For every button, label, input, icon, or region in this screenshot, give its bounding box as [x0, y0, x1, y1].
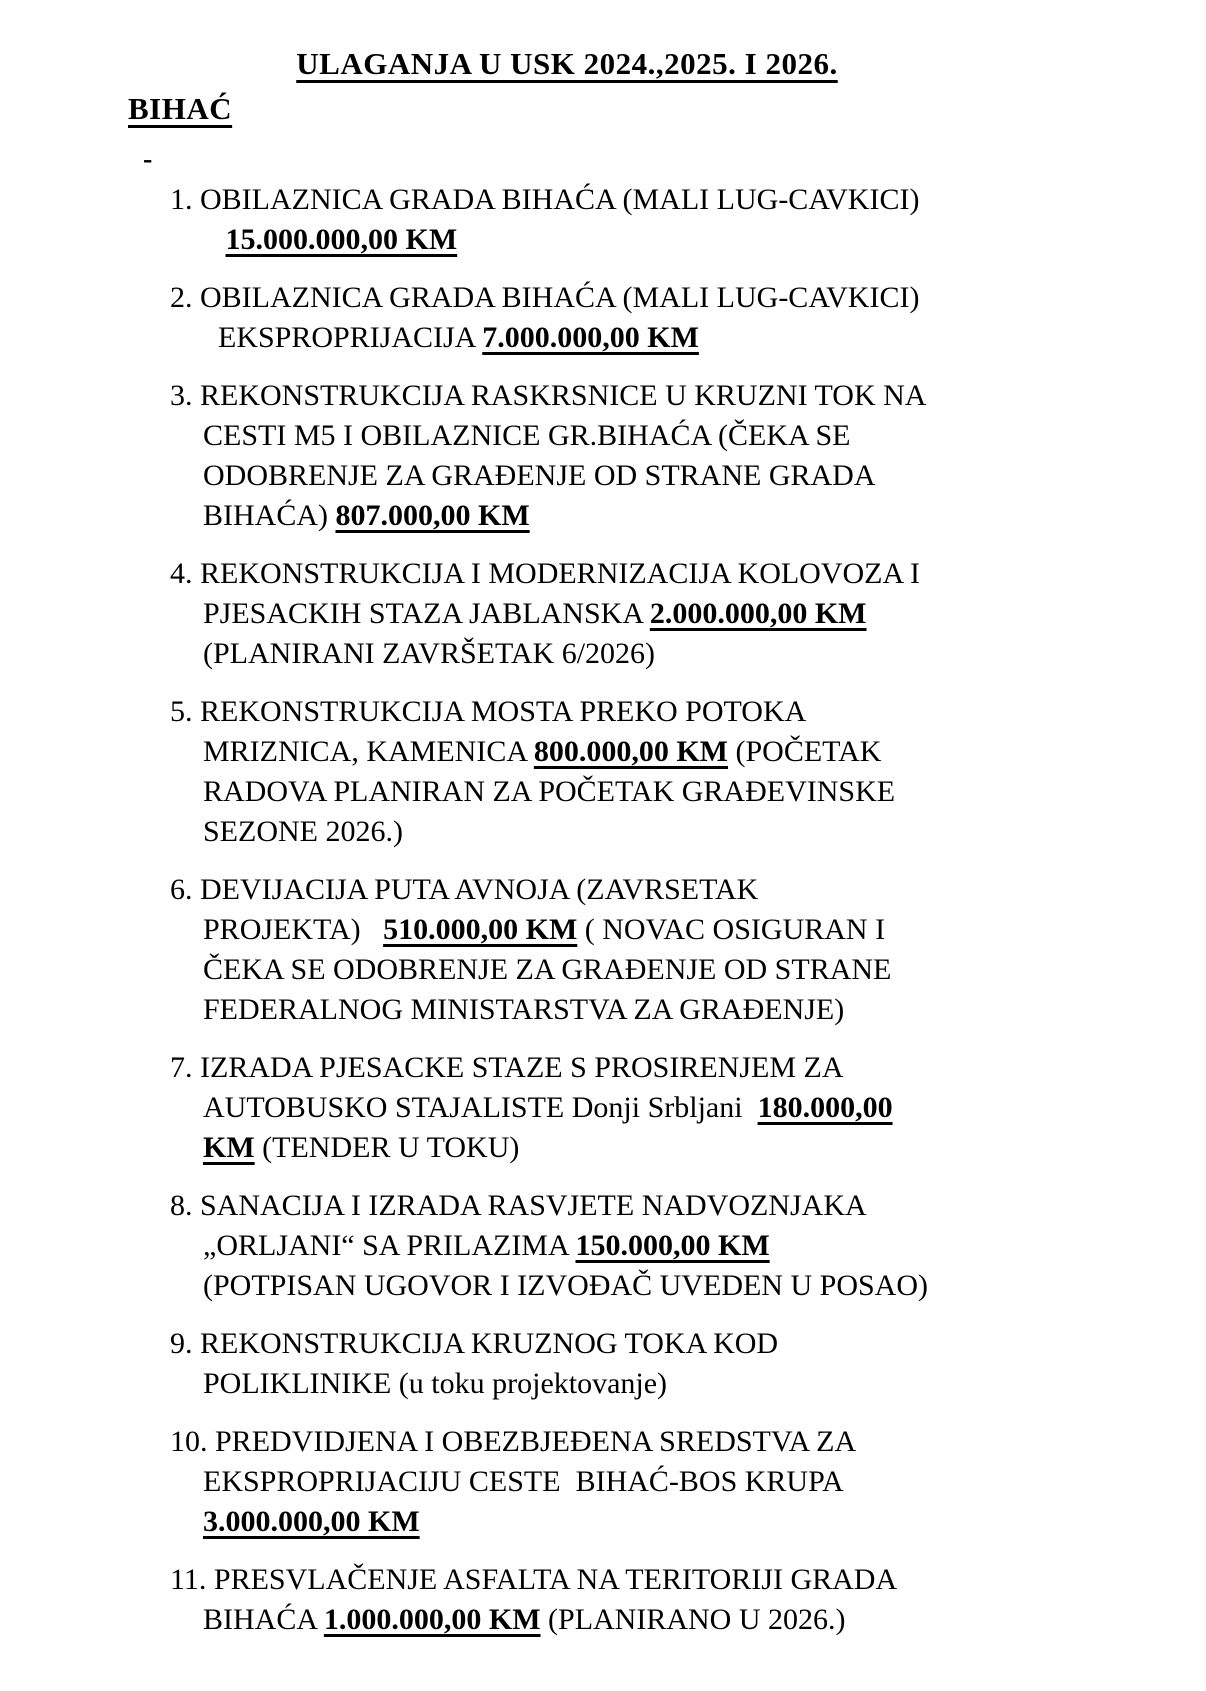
list-item [170, 278, 1190, 358]
amount-text: 510.000,00 KM [383, 913, 578, 946]
item-text: EKSPROPRIJACIJA [218, 321, 483, 354]
item-line [203, 1462, 1190, 1502]
item-text: (TENDER U TOKU) [254, 1131, 520, 1164]
item-first-line [170, 1422, 1190, 1462]
list-item [170, 1422, 1190, 1542]
item-line [203, 456, 1190, 496]
item-first-line [170, 870, 1190, 910]
item-text: (POTPISAN UGOVOR I IZVOĐAČ UVEDEN U POSAO) [203, 1269, 928, 1302]
item-line [203, 812, 1190, 852]
item-text: DEVIJACIJA PUTA AVNOJA (ZAVRSETAK [200, 873, 759, 906]
item-text: REKONSTRUKCIJA I MODERNIZACIJA KOLOVOZA I [200, 557, 920, 590]
item-number: 4. [170, 557, 200, 590]
item-line [203, 594, 1190, 634]
list-item [170, 1186, 1190, 1306]
item-text: MRIZNICA, KAMENICA [203, 735, 534, 768]
amount-text: 15.000.000,00 KM [225, 223, 458, 256]
item-text: BIHAĆA) [203, 499, 336, 532]
item-first-line [170, 278, 1190, 318]
list-item [170, 692, 1190, 852]
item-line [203, 496, 1190, 536]
stray-dash: - [143, 144, 153, 175]
list-item [170, 376, 1190, 536]
item-number: 7. [170, 1051, 200, 1084]
item-text: EKSPROPRIJACIJU CESTE BIHAĆ-BOS KRUPA [203, 1465, 844, 1498]
item-line [203, 950, 1190, 990]
item-first-line [170, 1186, 1190, 1226]
document-title [0, 42, 1134, 86]
item-text: CESTI M5 I OBILAZNICE GR.BIHAĆA (ČEKA SE [203, 419, 851, 452]
item-text: PRESVLAČENJE ASFALTA NA TERITORIJI GRADA [213, 1563, 898, 1596]
list-item [170, 1324, 1190, 1404]
item-first-line [170, 554, 1190, 594]
item-line [203, 220, 1190, 260]
amount-text: 2.000.000,00 KM [649, 597, 867, 630]
item-text: REKONSTRUKCIJA KRUZNOG TOKA KOD [200, 1327, 779, 1360]
item-text: „ORLJANI“ SA PRILAZIMA [203, 1229, 576, 1262]
item-text: OBILAZNICA GRADA BIHAĆA (MALI LUG-CAVKICI) [200, 281, 920, 314]
item-line [203, 634, 1190, 674]
list-item [170, 1048, 1190, 1168]
item-first-line [170, 180, 1190, 220]
item-text: BIHAĆA [203, 1603, 324, 1636]
item-number: 3. [170, 379, 200, 412]
item-line [203, 1088, 1190, 1128]
item-text: REKONSTRUKCIJA MOSTA PREKO POTOKA [200, 695, 807, 728]
region-heading-text: BIHAĆ [128, 91, 233, 126]
amount-text: 7.000.000,00 KM [482, 321, 699, 354]
item-text: PROJEKTA) [203, 913, 384, 946]
item-text: AUTOBUSKO STAJALISTE Donji Srbljani [203, 1091, 758, 1124]
amount-text: 3.000.000,00 KM [203, 1505, 420, 1538]
amount-text: 800.000,00 KM [533, 735, 728, 768]
item-text: PREDVIDJENA I OBEZBJEĐENA SREDSTVA ZA [215, 1425, 857, 1458]
item-first-line [170, 692, 1190, 732]
list-item [170, 870, 1190, 1030]
item-line [203, 1600, 1190, 1640]
item-line [203, 1128, 1190, 1168]
list-item [170, 1560, 1190, 1640]
investment-list [0, 180, 1206, 1640]
list-item [170, 180, 1190, 260]
item-text [203, 321, 218, 354]
item-text: (PLANIRANO U 2026.) [540, 1603, 846, 1636]
amount-text: 180.000,00 [757, 1091, 893, 1124]
amount-text: KM [203, 1131, 255, 1164]
item-line [203, 990, 1190, 1030]
item-text: (PLANIRANI ZAVRŠETAK 6/2026) [203, 637, 656, 670]
item-number: 6. [170, 873, 200, 906]
item-line [203, 772, 1190, 812]
item-first-line [170, 1560, 1190, 1600]
item-first-line [170, 1324, 1190, 1364]
document-title-text: ULAGANJA U USK 2024.,2025. I 2026. [296, 46, 838, 81]
item-number: 9. [170, 1327, 200, 1360]
item-text: OBILAZNICA GRADA BIHAĆA (MALI LUG-CAVKICI) [200, 183, 920, 216]
item-text: POLIKLINIKE (u toku projektovanje) [203, 1367, 668, 1400]
item-text: RADOVA PLANIRAN ZA POČETAK GRAĐEVINSKE [203, 775, 896, 808]
item-line [203, 416, 1190, 456]
item-text: PJESACKIH STAZA JABLANSKA [203, 597, 650, 630]
item-number: 1. [170, 183, 200, 216]
item-line [203, 732, 1190, 772]
item-text: (POČETAK [728, 735, 882, 768]
item-number: 10. [170, 1425, 215, 1458]
amount-text: 1.000.000,00 KM [323, 1603, 541, 1636]
item-text: ( NOVAC OSIGURAN I [577, 913, 886, 946]
amount-text: 807.000,00 KM [335, 499, 530, 532]
item-line [203, 1364, 1190, 1404]
item-text: IZRADA PJESACKE STAZE S PROSIRENJEM ZA [200, 1051, 844, 1084]
item-text: SEZONE 2026.) [203, 815, 403, 848]
item-line [203, 1226, 1190, 1266]
item-number: 5. [170, 695, 200, 728]
item-number: 11. [170, 1563, 214, 1596]
item-text: ČEKA SE ODOBRENJE ZA GRAĐENJE OD STRANE [203, 953, 892, 986]
item-text [203, 223, 226, 256]
item-line [203, 318, 1190, 358]
item-line [203, 1502, 1190, 1542]
item-line [203, 1266, 1190, 1306]
item-text: FEDERALNOG MINISTARSTVA ZA GRAĐENJE) [203, 993, 845, 1026]
item-text: SANACIJA I IZRADA RASVJETE NADVOZNJAKA [200, 1189, 867, 1222]
item-number: 8. [170, 1189, 200, 1222]
list-item [170, 554, 1190, 674]
region-heading [128, 86, 1206, 132]
item-first-line [170, 1048, 1190, 1088]
item-number: 2. [170, 281, 200, 314]
item-first-line [170, 376, 1190, 416]
amount-text: 150.000,00 KM [575, 1229, 770, 1262]
item-line [203, 910, 1190, 950]
item-text: ODOBRENJE ZA GRAĐENJE OD STRANE GRADA [203, 459, 876, 492]
item-text: REKONSTRUKCIJA RASKRSNICE U KRUZNI TOK NA [200, 379, 927, 412]
